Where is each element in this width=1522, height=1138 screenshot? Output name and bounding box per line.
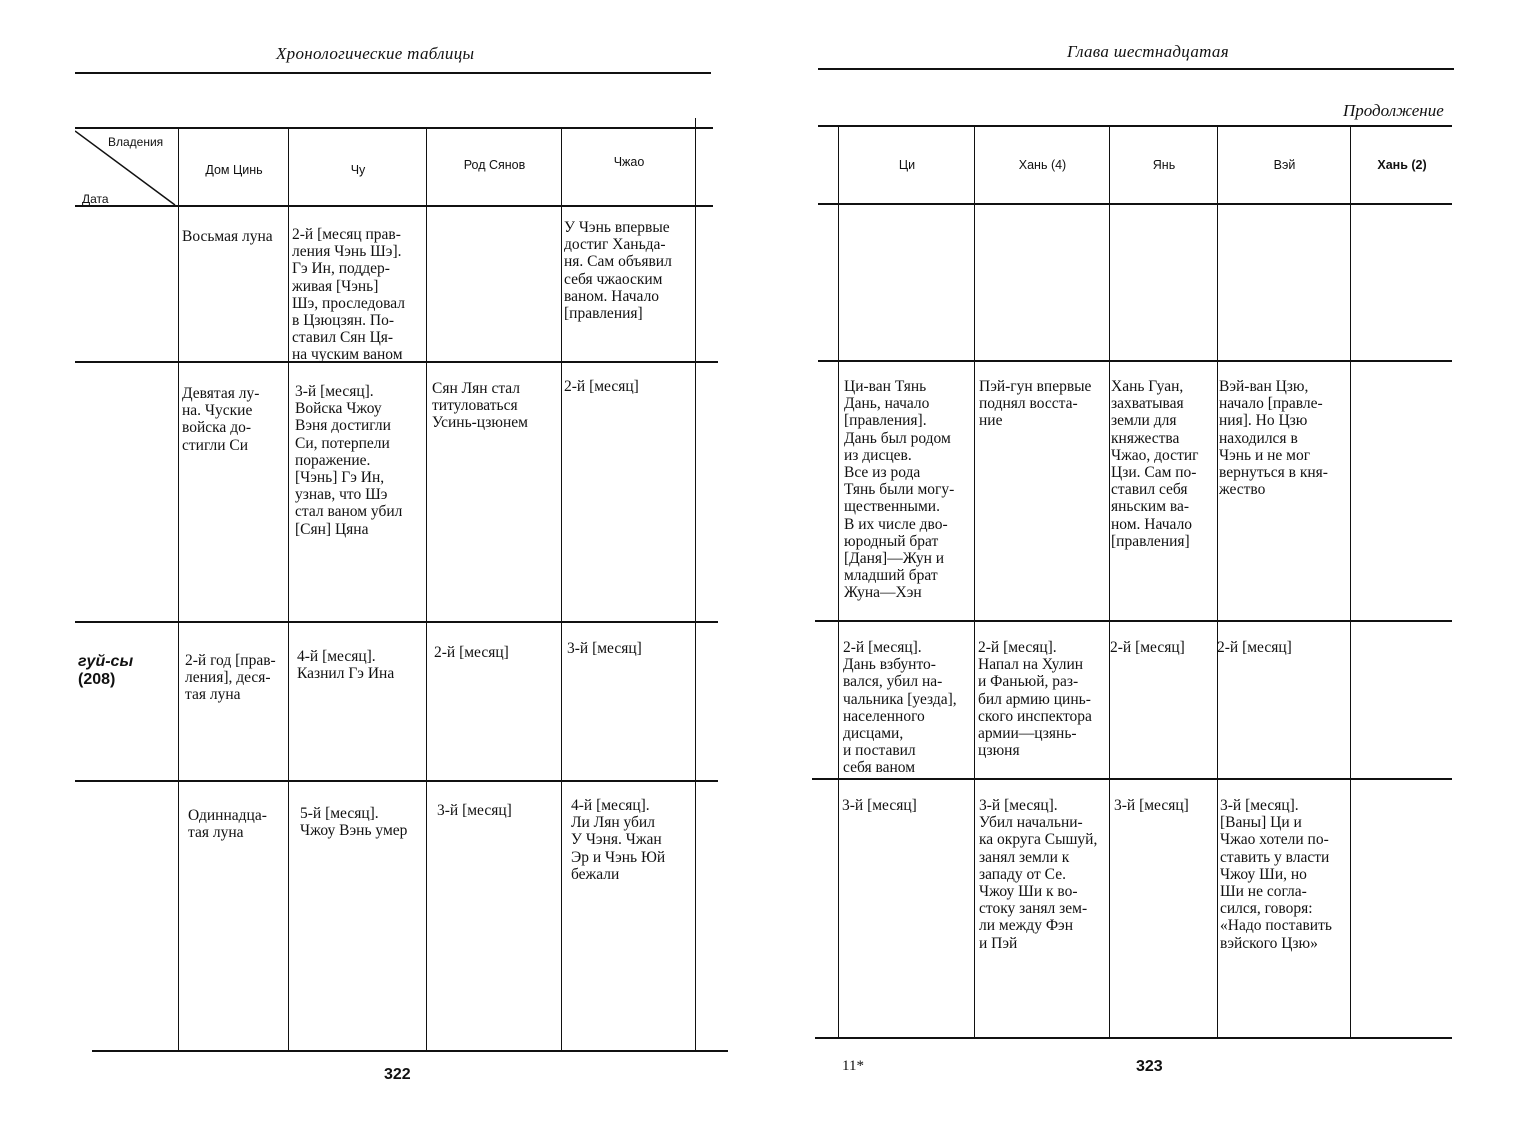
row-rule: [75, 621, 718, 623]
column-header: Чу: [350, 163, 366, 177]
column-rule: [1350, 126, 1351, 1037]
running-head: Глава шестнадцатая: [1067, 42, 1229, 61]
column-rule: [695, 118, 696, 1050]
column-rule: [974, 126, 975, 1037]
table-cell: 3-й [месяц]. Убил начальни- ка округа Сышуй, занял земли к западу от Се. Чжоу Ши к во- стоку занял зем- ли между Фэн и Пэй: [979, 797, 1098, 952]
table-cell: 4-й [месяц]. Ли Лян убил У Чэня. Чжан Эр и Чэнь Юй бежали: [571, 797, 666, 883]
column-header: Хань (4): [1018, 158, 1067, 172]
page-number: 323: [1136, 1058, 1163, 1075]
column-header: Хань (2): [1377, 158, 1427, 172]
table-cell: 2-й [месяц]: [564, 378, 639, 395]
header-bottom-rule: [818, 203, 1452, 205]
column-header: Янь: [1152, 158, 1176, 172]
running-head: Хронологические таблицы: [276, 44, 475, 63]
signature-mark: 11*: [842, 1058, 864, 1074]
column-rule: [178, 128, 179, 1050]
table-cell: 3-й [месяц]: [437, 802, 512, 819]
page-number: 322: [384, 1066, 411, 1083]
corner-label-bottom: Дата: [82, 192, 109, 206]
row-rule: [75, 780, 718, 782]
column-rule: [288, 128, 289, 1050]
column-rule: [838, 126, 839, 1037]
row-rule: [818, 360, 1452, 362]
table-cell: Восьмая луна: [182, 228, 273, 245]
table-cell: 2-й [месяц]: [434, 644, 509, 661]
table-cell: 2-й [месяц]. Дань взбунто- вался, убил на- чальника [уезда], населенного дисцами, и поставил себя ваном: [843, 639, 957, 777]
column-rule: [1109, 126, 1110, 1037]
table-cell: 3-й [месяц]: [842, 797, 917, 814]
corner-label-top: Владения: [108, 135, 164, 149]
table-cell: У Чэнь впервые достиг Ханьда- ня. Сам объявил себя чжаоским ваном. Начало [правления]: [564, 219, 672, 323]
table-top-rule: [818, 125, 1452, 127]
table-cell: 3-й [месяц]. Войска Чжоу Вэня достигли Си, потерпели поражение. [Чэнь] Гэ Ин, узнав, что Шэ стал ваном убил [Сян] Цяна: [295, 383, 403, 538]
column-rule: [561, 128, 562, 1050]
table-cell: Пэй-гун впервые поднял восста- ние: [979, 378, 1092, 430]
table-cell: 3-й [месяц]. [Ваны] Ци и Чжао хотели по- ставить у власти Чжоу Ши, но Ши не согла- сился, говоря: «Надо поставить вэйского Цзю»: [1220, 797, 1332, 952]
column-rule: [426, 128, 427, 1050]
table-cell: 2-й [месяц]: [1217, 639, 1292, 656]
column-header: Вэй: [1273, 158, 1296, 172]
table-cell: 2-й [месяц]. Напал на Хулин и Фаньюй, раз- бил армию цинь- ского инспектора армии—цзянь- цзюня: [978, 639, 1092, 760]
table-cell: 4-й [месяц]. Казнил Гэ Ина: [297, 648, 395, 683]
table-cell: 2-й [месяц]: [1110, 639, 1185, 656]
column-header: Род Сянов: [463, 158, 526, 172]
head-rule: [818, 68, 1454, 70]
table-cell: 5-й [месяц]. Чжоу Вэнь умер: [300, 805, 408, 840]
head-rule: [75, 72, 711, 74]
year-cycle-name: гуй-сы: [78, 653, 134, 670]
table-cell: 3-й [месяц]: [567, 640, 642, 657]
table-bottom-rule: [92, 1050, 728, 1052]
year-number: (208): [78, 671, 116, 688]
table-cell: Сян Лян стал титуловаться Усинь-цзюнем: [432, 380, 528, 432]
table-cell: 2-й [месяц прав- ления Чэнь Шэ]. Гэ Ин, поддер- живая [Чэнь] Шэ, проследовал в Цзюцзян. По- ставил Сян Ця- на чуским ваном: [292, 226, 406, 364]
table-cell: Вэй-ван Цзю, начало [правле- ния]. Но Цзю находился в Чэнь и не мог вернуться в кня- жество: [1219, 378, 1328, 499]
date-label: [78, 653, 133, 689]
column-rule: [1217, 126, 1218, 1037]
table-cell: 2-й год [прав- ления], деся- тая луна: [185, 652, 276, 704]
right-page: [760, 0, 1522, 1138]
continuation-label: Продолжение: [1343, 101, 1444, 120]
table-cell: Одиннадца- тая луна: [188, 807, 267, 842]
table-cell: 3-й [месяц]: [1114, 797, 1189, 814]
row-rule: [815, 620, 1452, 622]
column-header: Чжао: [613, 155, 645, 169]
table-cell: Девятая лу- на. Чуские войска до- стигли Си: [182, 385, 260, 454]
row-rule: [812, 778, 1452, 780]
column-header: Ци: [898, 158, 916, 172]
column-header: Дом Цинь: [205, 163, 263, 177]
left-page: [0, 0, 760, 1138]
table-cell: Хань Гуан, захватывая земли для княжества Чжао, достиг Цзи. Сам по- ставил себя яньским ва- ном. Начало [правления]: [1111, 378, 1199, 550]
table-bottom-rule: [815, 1037, 1452, 1039]
table-cell: Ци-ван Тянь Дань, начало [правления]. Дань был родом из дисцев. Все из рода Тянь были могу- щественными. В их числе дво- юродный брат [Даня]—Жун и младший брат Жуна—Хэн: [844, 378, 955, 602]
